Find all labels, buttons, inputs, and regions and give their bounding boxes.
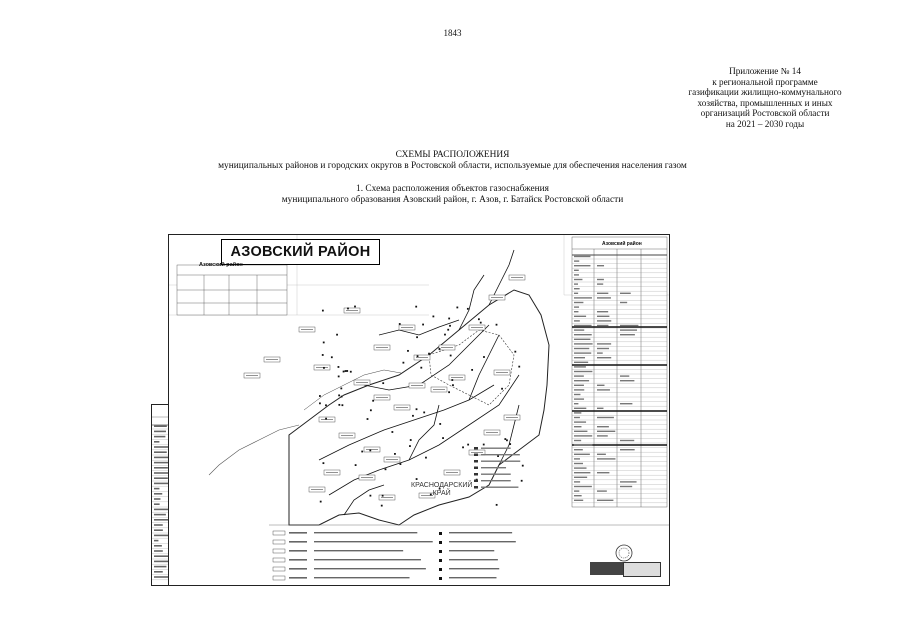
- table-text-mark: [597, 325, 608, 326]
- settlement-marker: [345, 370, 347, 372]
- settlement-marker: [417, 355, 419, 357]
- settlement-marker: [416, 408, 418, 410]
- settlement-marker: [391, 431, 393, 433]
- table-text-mark: [574, 398, 584, 399]
- table-text-mark: [574, 463, 583, 464]
- settlement-marker: [354, 306, 356, 308]
- settlement-marker: [323, 367, 325, 369]
- legend-text-mark: [449, 559, 498, 560]
- settlement-marker: [343, 371, 345, 373]
- table-text-mark: [597, 343, 611, 344]
- legend-text-mark: [449, 577, 496, 578]
- table-text-mark: [154, 503, 160, 505]
- table-text-mark: [574, 357, 585, 358]
- appendix-line: Приложение № 14: [729, 66, 801, 76]
- settlement-marker: [361, 451, 363, 453]
- settlement-marker: [382, 382, 384, 384]
- legend-text-mark: [314, 550, 403, 551]
- settlement-marker: [496, 504, 498, 506]
- settlement-marker: [422, 324, 424, 326]
- legend-symbol: [474, 447, 478, 450]
- table-text-mark: [154, 436, 165, 438]
- table-text-mark: [574, 288, 580, 289]
- legend-symbol: [439, 577, 442, 580]
- settlement-marker: [432, 316, 434, 318]
- table-text-mark: [574, 366, 586, 367]
- appendix-note: [640, 66, 890, 130]
- appendix-line: газификации жилищно-коммунального: [688, 87, 842, 98]
- settlement-marker: [394, 453, 396, 455]
- page-number: 1843: [443, 28, 462, 38]
- table-text-mark: [574, 417, 580, 418]
- table-text-mark: [597, 408, 603, 409]
- settlement-marker: [522, 465, 524, 467]
- settlement-marker: [319, 395, 321, 397]
- map-drawing: [169, 235, 669, 585]
- table-text-mark: [574, 352, 591, 353]
- settlement-marker: [320, 501, 322, 503]
- legend-symbol: [273, 531, 285, 535]
- settlement-marker: [323, 462, 325, 464]
- table-text-mark: [597, 435, 608, 436]
- legend-text-mark: [481, 480, 511, 481]
- legend-text-mark: [289, 559, 307, 561]
- table-text-mark: [574, 306, 579, 307]
- legend-text-mark: [449, 541, 516, 542]
- legend-text-mark: [481, 474, 511, 475]
- table-text-mark: [154, 529, 163, 531]
- legend-text-mark: [314, 541, 433, 542]
- stamp-left: [590, 562, 623, 575]
- document-subtitle: муниципальных районов и городских округов в Ростовской области, используемые для обеспечения населения газом: [218, 161, 687, 171]
- table-text-mark: [597, 490, 607, 491]
- table-text-mark: [574, 467, 587, 468]
- table-text-mark: [154, 477, 168, 479]
- table-text-mark: [574, 408, 586, 409]
- table-text-mark: [574, 454, 590, 455]
- settlement-marker: [382, 495, 384, 497]
- table-text-mark: [574, 389, 584, 390]
- settlement-marker: [483, 444, 485, 446]
- settlement-marker: [402, 362, 404, 364]
- settlement-marker: [325, 418, 327, 420]
- settlement-marker: [338, 366, 340, 368]
- table-text-mark: [154, 431, 166, 433]
- table-text-mark: [574, 274, 579, 275]
- table-text-mark: [574, 302, 583, 303]
- table-text-mark: [154, 441, 159, 443]
- table-text-mark: [574, 375, 584, 376]
- settlement-marker: [415, 306, 417, 308]
- settlement-marker: [381, 505, 383, 507]
- table-text-mark: [154, 571, 163, 573]
- table-text-mark: [597, 316, 609, 317]
- gas-supply-map: [168, 234, 670, 586]
- table-text-mark: [574, 495, 582, 496]
- table-text-mark: [574, 444, 592, 445]
- settlement-marker: [442, 437, 444, 439]
- table-text-mark: [620, 325, 638, 326]
- table-text-mark: [154, 488, 159, 490]
- table-text-mark: [597, 311, 608, 312]
- settlement-marker: [407, 350, 409, 352]
- table-text-mark: [574, 477, 587, 478]
- table-text-mark: [154, 493, 162, 495]
- table-text-mark: [574, 421, 586, 422]
- table-text-mark: [620, 449, 635, 450]
- legend-symbol: [273, 549, 285, 553]
- settlement-marker: [497, 455, 499, 457]
- table-text-mark: [574, 449, 583, 450]
- table-text-mark: [574, 362, 588, 363]
- legend-symbol: [474, 467, 478, 470]
- table-text-mark: [574, 371, 592, 372]
- table-text-mark: [597, 352, 603, 353]
- settlement-marker: [412, 415, 414, 417]
- settlement-marker: [409, 445, 411, 447]
- legend-text-mark: [481, 461, 520, 462]
- table-text-mark: [574, 320, 580, 321]
- legend-symbol: [474, 480, 478, 483]
- table-text-mark: [574, 403, 578, 404]
- legend-symbol: [439, 541, 442, 544]
- settlement-marker: [452, 384, 454, 386]
- legend-text-mark: [314, 577, 410, 578]
- settlement-marker: [416, 336, 418, 338]
- legend-text-mark: [481, 448, 511, 449]
- settlement-marker: [322, 310, 324, 312]
- legend-text-mark: [289, 577, 307, 579]
- legend-symbol: [273, 567, 285, 571]
- table-text-mark: [597, 454, 606, 455]
- settlement-marker: [521, 480, 523, 482]
- legend-text-mark: [314, 559, 421, 560]
- legend-symbol: [474, 486, 478, 489]
- legend-text-mark: [314, 568, 426, 569]
- settlement-marker: [410, 439, 412, 441]
- appendix-line: на 2021 – 2030 годы: [725, 118, 805, 129]
- table-text-mark: [574, 279, 582, 280]
- settlement-marker: [322, 354, 324, 356]
- table-text-mark: [574, 265, 590, 266]
- section-title: 1. Схема расположения объектов газоснабжения: [356, 184, 549, 194]
- table-text-mark: [574, 260, 579, 261]
- table-text-mark: [620, 486, 632, 487]
- table-text-mark: [154, 451, 167, 453]
- settlement-marker: [341, 404, 343, 406]
- settlement-marker: [400, 463, 402, 465]
- table-text-mark: [574, 334, 592, 335]
- settlement-marker: [350, 371, 352, 373]
- table-text-mark: [574, 435, 592, 436]
- table-text-mark: [574, 325, 592, 326]
- table-text-mark: [597, 458, 615, 459]
- table-text-mark: [597, 283, 603, 284]
- settlement-marker: [355, 464, 357, 466]
- table-text-mark: [597, 293, 608, 294]
- region-label: [411, 482, 472, 498]
- settlement-marker: [338, 376, 340, 378]
- table-text-mark: [154, 555, 169, 557]
- settlement-marker: [341, 396, 343, 398]
- table-text-mark: [597, 265, 604, 266]
- legend-text-mark: [289, 541, 307, 543]
- table-text-mark: [574, 500, 583, 501]
- settlement-marker: [423, 412, 425, 414]
- settlement-marker: [509, 443, 511, 445]
- document-title: СХЕМЫ РАСПОЛОЖЕНИЯ: [395, 150, 510, 160]
- table-text-mark: [574, 412, 581, 413]
- table-text-mark: [154, 524, 163, 526]
- settlement-marker: [447, 329, 449, 331]
- table-text-mark: [574, 431, 587, 432]
- table-text-mark: [154, 545, 162, 547]
- settlement-marker: [385, 468, 387, 470]
- settlement-marker: [331, 356, 333, 358]
- legend-text-mark: [289, 568, 307, 570]
- table-text-mark: [574, 440, 581, 441]
- table-text-mark: [574, 329, 584, 330]
- table-text-mark: [597, 426, 609, 427]
- table-text-mark: [574, 486, 592, 487]
- appendix-line: организаций Ростовской области: [700, 108, 830, 119]
- settlement-marker: [338, 394, 340, 396]
- settlement-marker: [319, 402, 321, 404]
- legend-text-mark: [481, 487, 518, 488]
- settlement-marker: [514, 351, 516, 353]
- settlement-marker: [483, 356, 485, 358]
- legend-symbol: [439, 559, 442, 562]
- settlement-marker: [449, 325, 451, 327]
- legend-symbol: [439, 550, 442, 553]
- settlement-marker: [416, 478, 418, 480]
- settlement-marker: [451, 379, 453, 381]
- table-text-mark: [154, 566, 166, 568]
- table-text-mark: [574, 311, 578, 312]
- table-text-mark: [154, 467, 168, 469]
- table-text-mark: [574, 297, 592, 298]
- settlement-marker: [462, 446, 464, 448]
- table-text-mark: [574, 270, 579, 271]
- settlement-marker: [504, 438, 506, 440]
- settlement-marker: [439, 348, 441, 350]
- table-text-mark: [574, 394, 580, 395]
- section-subtitle: муниципального образования Азовский район, г. Азов, г. Батайск Ростовской области: [281, 195, 624, 205]
- district-title: АЗОВСКИЙ РАЙОН: [221, 239, 380, 265]
- settlement-marker: [506, 439, 508, 441]
- settlement-marker: [448, 391, 450, 393]
- table-text-mark: [574, 348, 589, 349]
- table-text-mark: [597, 297, 611, 298]
- legend-text-mark: [449, 568, 499, 569]
- section-heading: [0, 184, 905, 206]
- table-text-mark: [620, 375, 629, 376]
- settlement-marker: [399, 323, 401, 325]
- table-text-mark: [597, 279, 604, 280]
- appendix-line: хозяйства, промышленных и иных: [697, 97, 833, 108]
- settlement-marker: [336, 334, 338, 336]
- table-text-mark: [574, 316, 586, 317]
- table-text-mark: [154, 550, 163, 552]
- settlement-marker: [467, 444, 469, 446]
- settlement-marker: [450, 355, 452, 357]
- table-text-mark: [574, 343, 593, 344]
- inset-title: Азовский район: [199, 262, 243, 268]
- table-text-mark: [597, 500, 613, 501]
- table-text-mark: [154, 498, 160, 500]
- legend-text-mark: [289, 550, 307, 552]
- legend-text-mark: [449, 532, 512, 533]
- table-text-mark: [620, 403, 632, 404]
- table-text-mark: [154, 425, 167, 427]
- table-text-mark: [597, 431, 615, 432]
- table-text-mark: [574, 481, 580, 482]
- region-label-line1: КРАСНОДАРСКИЙ: [411, 482, 473, 489]
- table-text-mark: [154, 540, 158, 542]
- table-text-mark: [574, 490, 579, 491]
- settlement-marker: [518, 366, 520, 368]
- right-table-title: Азовский район: [602, 241, 642, 247]
- table-text-mark: [620, 380, 634, 381]
- settlement-marker: [478, 318, 480, 320]
- table-text-mark: [597, 472, 609, 473]
- table-text-mark: [597, 320, 611, 321]
- stamp-right: [623, 562, 661, 577]
- table-text-mark: [620, 440, 634, 441]
- settlement-marker: [501, 388, 503, 390]
- legend-text-mark: [481, 454, 520, 455]
- settlement-marker: [323, 342, 325, 344]
- settlement-marker: [367, 418, 369, 420]
- table-text-mark: [597, 348, 609, 349]
- table-text-mark: [574, 283, 578, 284]
- table-text-mark: [620, 334, 635, 335]
- legend-symbol: [273, 558, 285, 562]
- table-text-mark: [574, 339, 590, 340]
- legend-symbol: [439, 532, 442, 535]
- settlement-marker: [370, 409, 372, 411]
- table-text-mark: [597, 417, 614, 418]
- legend-symbol: [273, 576, 285, 580]
- table-text-mark: [574, 426, 581, 427]
- table-text-mark: [574, 458, 580, 459]
- settlement-marker: [369, 449, 371, 451]
- settlement-marker: [370, 495, 372, 497]
- legend-symbol: [474, 460, 478, 463]
- settlement-marker: [338, 404, 340, 406]
- legend-symbol: [439, 568, 442, 571]
- table-text-mark: [574, 293, 578, 294]
- settlement-marker: [456, 307, 458, 309]
- table-text-mark: [574, 256, 590, 257]
- settlement-marker: [444, 334, 446, 336]
- legend-symbol: [273, 540, 285, 544]
- legend-text-mark: [449, 550, 494, 551]
- settlement-marker: [480, 322, 482, 324]
- legend-symbol: [474, 454, 478, 457]
- settlement-marker: [467, 308, 469, 310]
- table-text-mark: [620, 293, 631, 294]
- settlement-marker: [372, 400, 374, 402]
- settlement-marker: [425, 457, 427, 459]
- settlement-marker: [439, 423, 441, 425]
- legend-text-mark: [481, 467, 506, 468]
- document-heading: [0, 150, 905, 172]
- settlement-marker: [347, 308, 349, 310]
- settlement-marker: [428, 353, 430, 355]
- table-text-mark: [620, 302, 627, 303]
- table-text-mark: [154, 514, 166, 516]
- appendix-line: к региональной программе: [712, 76, 818, 87]
- table-text-mark: [597, 389, 610, 390]
- table-text-mark: [620, 481, 637, 482]
- legend-symbol: [474, 473, 478, 476]
- settlement-marker: [346, 370, 348, 372]
- table-text-mark: [574, 385, 584, 386]
- settlement-marker: [471, 369, 473, 371]
- settlement-marker: [325, 404, 327, 406]
- settlement-marker: [448, 318, 450, 320]
- table-text-mark: [574, 380, 589, 381]
- legend-text-mark: [289, 532, 307, 534]
- region-label-line2: КРАЙ: [432, 490, 451, 497]
- table-text-mark: [597, 385, 604, 386]
- settlement-marker: [340, 388, 342, 390]
- settlement-marker: [420, 367, 422, 369]
- table-text-mark: [574, 472, 590, 473]
- legend-text-mark: [314, 532, 417, 533]
- table-text-mark: [597, 357, 611, 358]
- table-text-mark: [620, 329, 637, 330]
- settlement-marker: [496, 324, 498, 326]
